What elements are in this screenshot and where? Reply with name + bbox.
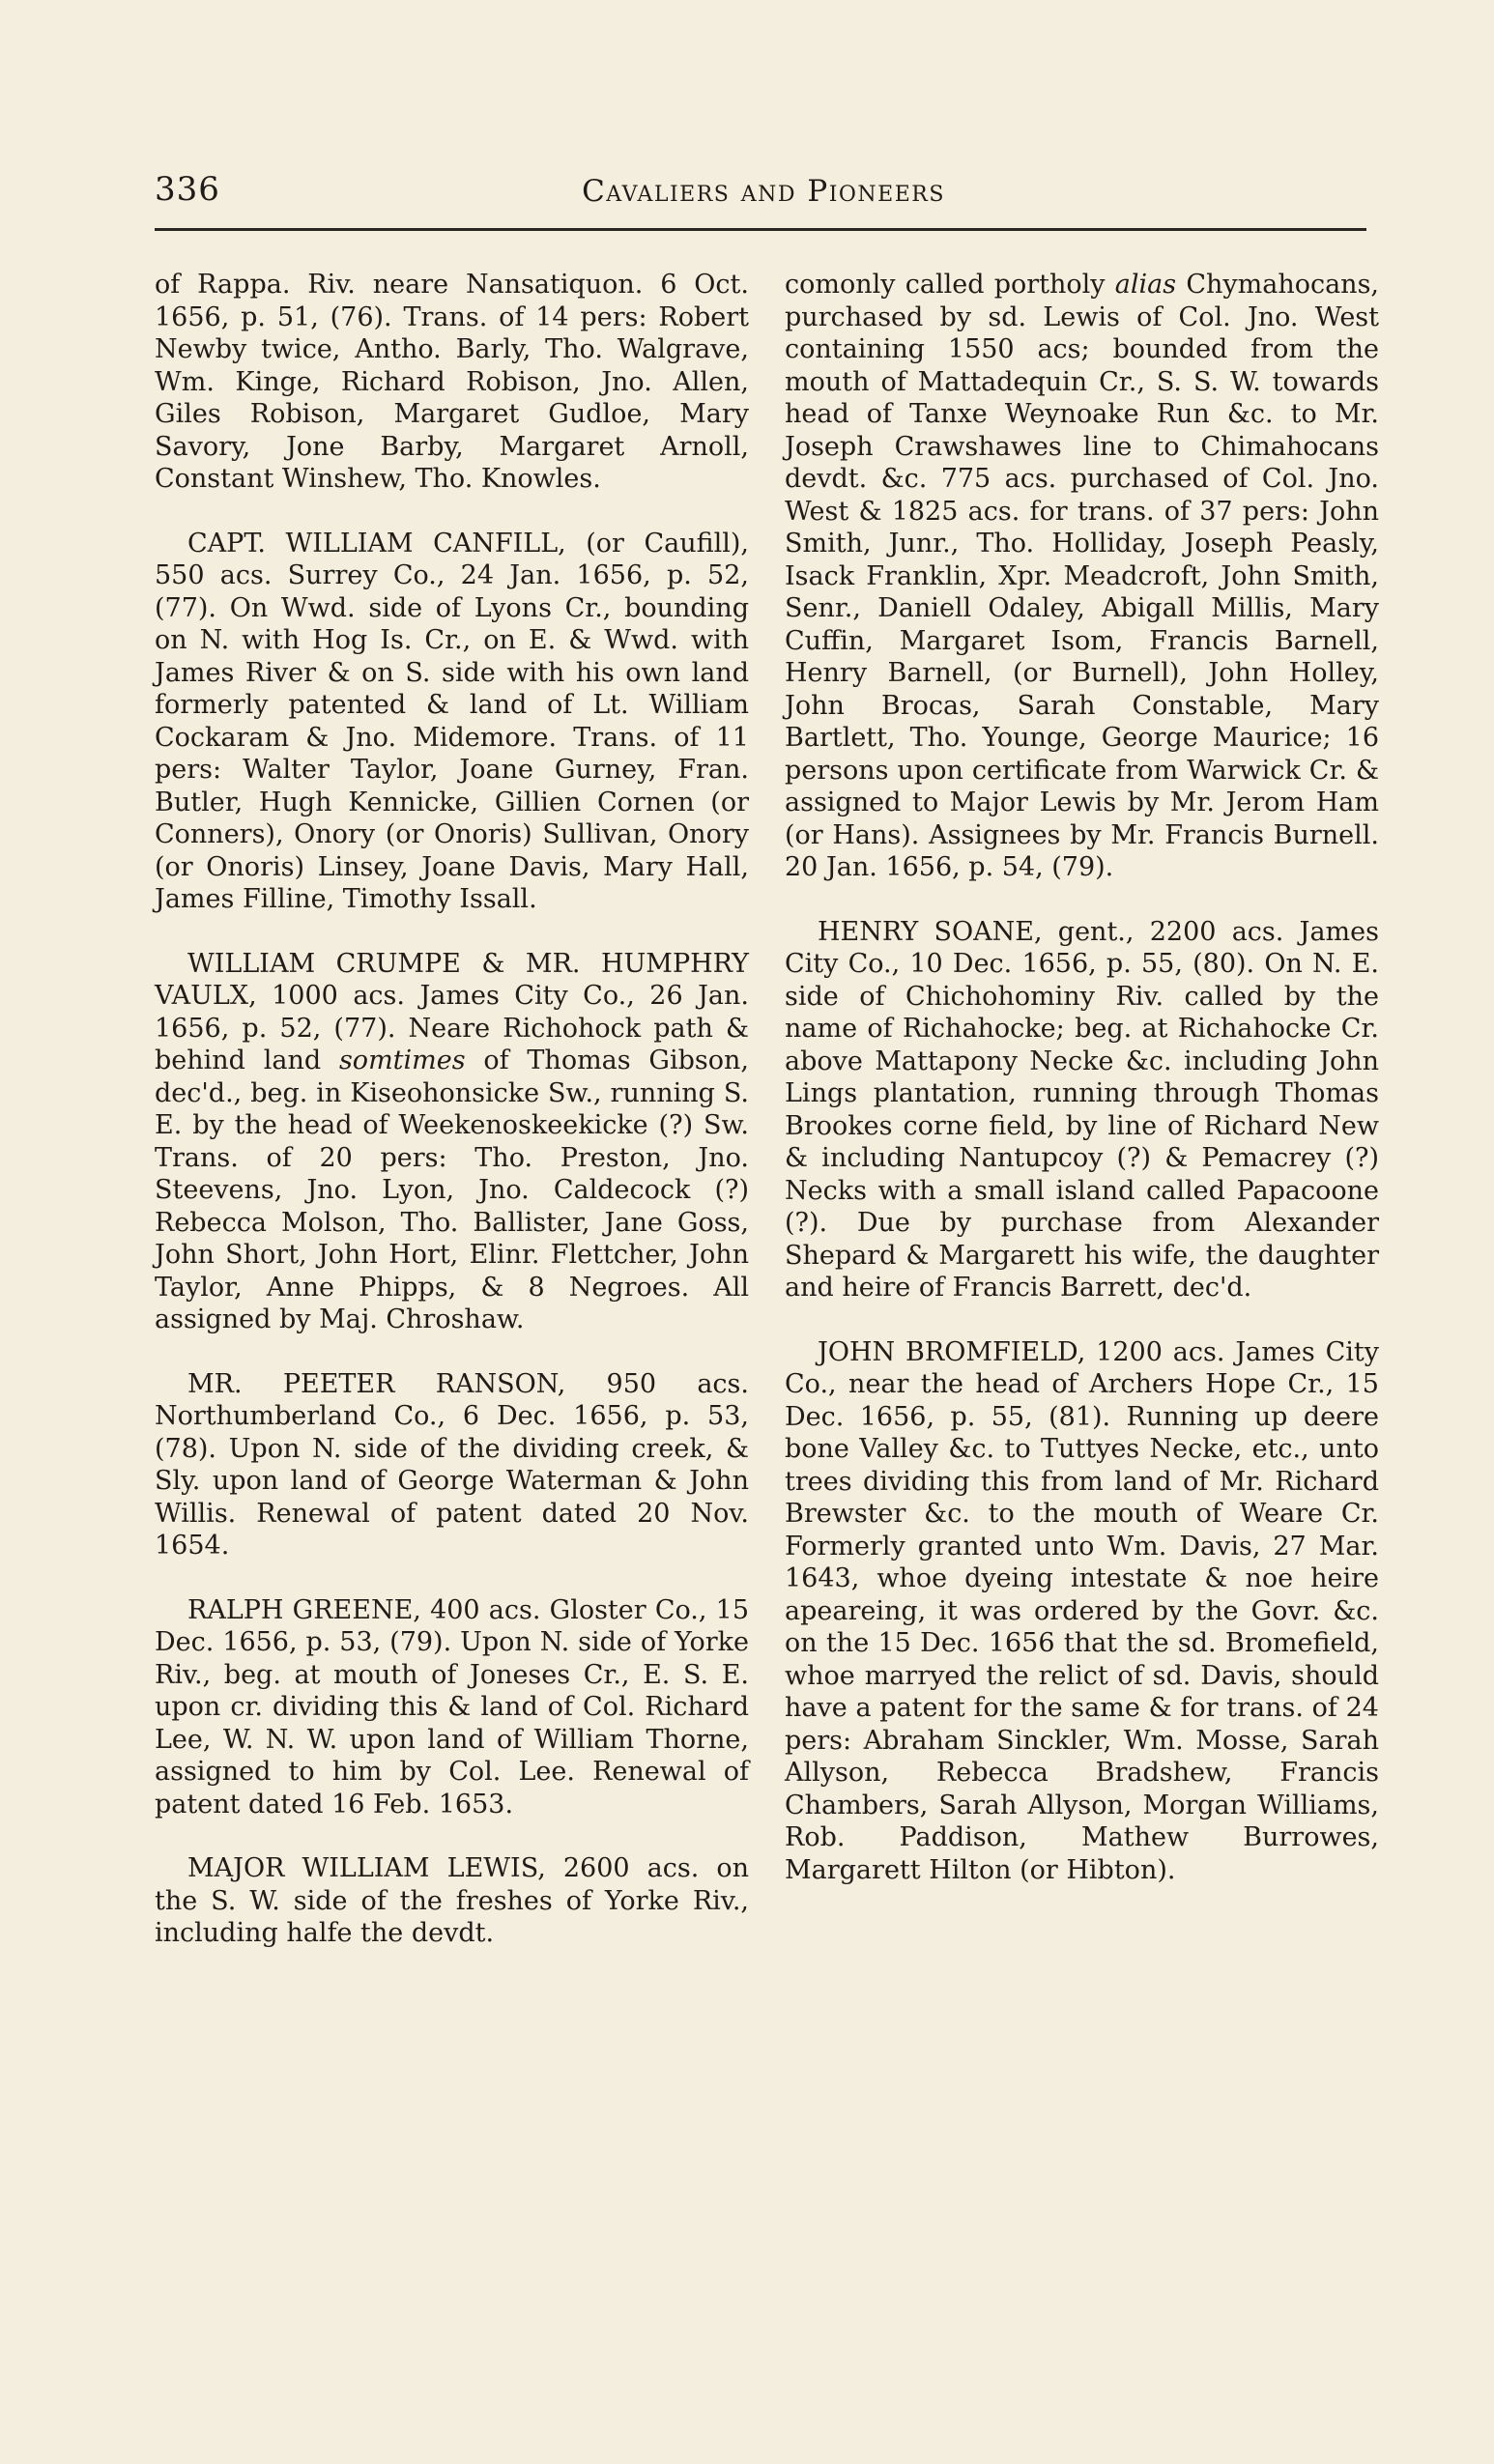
header-rule: [155, 228, 1366, 231]
entry-ralph-greene: RALPH GREENE, 400 acs. Gloster Co., 15 Dec. 1656, p. 53, (79). Upon N. side of Yorke Riv., beg. at mouth of Joneses Cr., E. S. E. upon cr. dividing this & land of Col. Richard Lee, W. N. W. upon land of William Thorne, assigned to him by Col. Lee. Renewal of patent dated 16 Feb. 1653.: [155, 1594, 749, 1819]
entry-peeter-ranson: MR. PEETER RANSON, 950 acs. Northumberland Co., 6 Dec. 1656, p. 53, (78). Upon N. side of the dividing creek, & Sly. upon land of George Waterman & John Willis. Renewal of patent dated 20 Nov. 1654.: [155, 1368, 749, 1561]
entry-text: Chymahocans, purchased by sd. Lewis of Col. Jno. West containing 1550 acs; bounded from the mouth of Mattadequin Cr., S. S. W. towards head of Tanxe Weynoake Run &c. to Mr. Joseph Crawshawes line to Chimahocans devdt. &c. 775 acs. purchased of Col. Jno. West & 1825 acs. for trans. of 37 pers: John Smith, Junr., Tho. Holliday, Joseph Peasly, Isack Franklin, Xpr. Meadcroft, John Smith, Senr., Daniell Odaley, Abigall Millis, Mary Cuffin, Margaret Isom, Francis Barnell, Henry Barnell, (or Burnell), John Holley, John Brocas, Sarah Constable, Mary Bartlett, Tho. Younge, George Maurice; 16 persons upon certificate from Warwick Cr. & assigned to Major Lewis by Mr. Jerom Ham (or Hans). Assignees by Mr. Francis Burnell. 20 Jan. 1656, p. 54, (79).: [785, 270, 1380, 882]
running-head: Cavaliers and Pioneers: [582, 174, 945, 209]
page-number: 336: [155, 170, 220, 209]
left-column: [155, 269, 749, 1982]
entry-william-lewis-continued: [785, 269, 1379, 884]
entry-william-canfill: CAPT. WILLIAM CANFILL, (or Caufill), 550 acs. Surrey Co., 24 Jan. 1656, p. 52, (77). On Wwd. side of Lyons Cr., bounding on N. with Hog Is. Cr., on E. & Wwd. with James River & on S. side with his own land formerly patented & land of Lt. William Cockaram & Jno. Midemore. Trans. of 11 pers: Walter Taylor, Joane Gurney, Fran. Butler, Hugh Kennicke, Gillien Cornen (or Conners), Onory (or Onoris) Sullivan, Onory (or Onoris) Linsey, Joane Davis, Mary Hall, James Filline, Timothy Issall.: [155, 528, 749, 914]
italic-word: somtimes: [338, 1046, 466, 1075]
entry-text: comonly called portholy: [785, 270, 1115, 300]
italic-word: alias: [1114, 270, 1177, 300]
entry-continuation: of Rappa. Riv. neare Nansatiquon. 6 Oct. 1656, p. 51, (76). Trans. of 14 pers: Robert Newby twice, Antho. Barly, Tho. Walgrave, Wm. Kinge, Richard Robison, Jno. Allen, Giles Robison, Margaret Gudloe, Mary Savory, Jone Barby, Margaret Arnoll, Constant Winshew, Tho. Knowles.: [155, 270, 749, 494]
entry-henry-soane: HENRY SOANE, gent., 2200 acs. James City Co., 10 Dec. 1656, p. 55, (80). On N. E. side of Chichohominy Riv. called by the name of Richahocke; beg. at Richahocke Cr. above Mattapony Necke &c. including John Lings plantation, running through Thomas Brookes corne field, by line of Richard New & including Nantupcoy (?) & Pemacrey (?) Necks with a small island called Papacoone (?). Due by purchase from Alexander Shepard & Margarett his wife, the daughter and heire of Francis Barrett, dec'd.: [785, 916, 1379, 1303]
entry-william-lewis: MAJOR WILLIAM LEWIS, 2600 acs. on the S. W. side of the freshes of Yorke Riv., including halfe the devdt.: [155, 1853, 749, 1948]
entry-text: WILLIAM CRUMPE & MR. HUMPHRY VAULX, 1000 acs. James City Co., 26 Jan. 1656, p. 52, (77). Neare Richohock path & behind land: [155, 948, 749, 1075]
entry-text: of Thomas Gibson, dec'd., beg. in Kiseohonsicke Sw., running S. E. by the head of Weekenoskeekicke (?) Sw. Trans. of 20 pers: Tho. Preston, Jno. Steevens, Jno. Lyon, Jno. Caldecock (?) Rebecca Molson, Tho. Ballister, Jane Goss, John Short, John Hort, Elinr. Flettcher, John Taylor, Anne Phipps, & 8 Negroes. All assigned by Maj. Chroshaw.: [155, 1046, 749, 1334]
right-column: [785, 269, 1379, 1918]
entry-william-crumpe: [155, 948, 749, 1336]
entry-john-bromfield: JOHN BROMFIELD, 1200 acs. James City Co., near the head of Archers Hope Cr., 15 Dec. 1656, p. 55, (81). Running up deere bone Valley &c. to Tuttyes Necke, etc., unto trees dividing this from land of Mr. Richard Brewster &c. to the mouth of Weare Cr. Formerly granted unto Wm. Davis, 27 Mar. 1643, whoe dyeing intestate & noe heire apeareing, it was ordered by the Govr. &c. on the 15 Dec. 1656 that the sd. Bromefield, whoe marryed the relict of sd. Davis, should have a patent for the same & for trans. of 24 pers: Abraham Sinckler, Wm. Mosse, Sarah Allyson, Rebecca Bradshew, Francis Chambers, Sarah Allyson, Morgan Williams, Rob. Paddison, Mathew Burrowes, Margarett Hilton (or Hibton).: [785, 1336, 1379, 1885]
